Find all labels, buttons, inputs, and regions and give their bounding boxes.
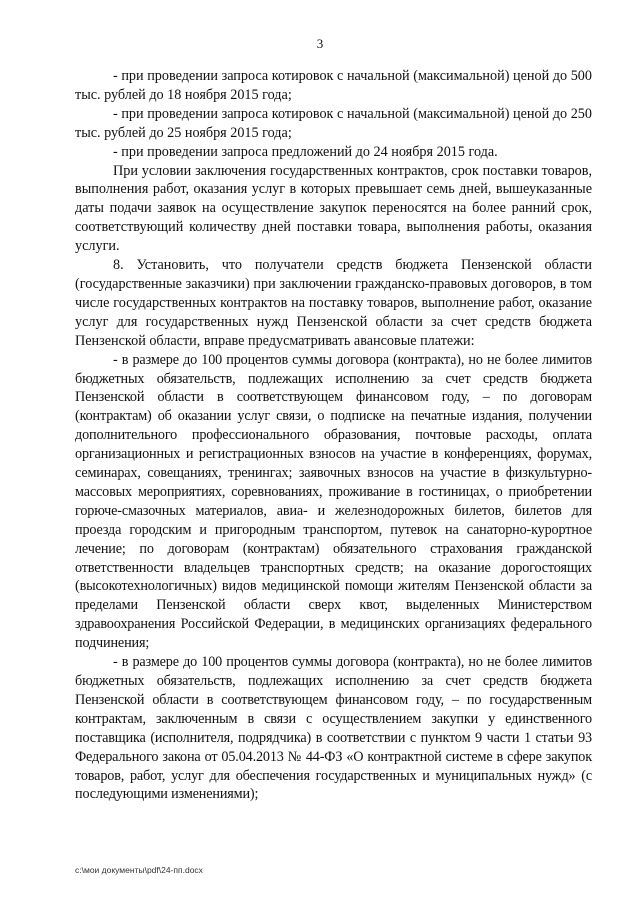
page-number: 3	[316, 36, 324, 51]
paragraph-contract-conditions: При условии заключения государственных контрактов, срок поставки товаров, выполнения работ, оказания услуг в которых превышает семь дней, вышеуказанные даты подачи заявок на осуществление закупок переносятся на более ранний срок, соответствующий количеству дней поставки товара, выполнения работы, оказания услуги.	[75, 162, 592, 255]
paragraph-advance-payments-single-supplier: - в размере до 100 процентов суммы договора (контракта), но не более лимитов бюджетных обязательств, подлежащих исполнению за счет средств бюджета Пензенской области в соответствующем финансовом году, – по государственным контрактам, заключенным в связи с осуществлением закупки у единственного поставщика (исполнителя, подрядчика) в соответствии с пунктом 9 части 1 статьи 93 Федерального закона от 05.04.2013 № 44-ФЗ «О контрактной системе в сфере закупок товаров, работ, услуг для обеспечения государственных и муниципальных нужд» (с последующими изменениями);	[75, 654, 592, 803]
paragraph-quote-request-250: - при проведении запроса котировок с начальной (максимальной) ценой до 250 тыс. рублей до 25 ноября 2015 года;	[75, 105, 592, 141]
paragraph-clause-8: 8. Установить, что получатели средств бюджета Пензенской области (государственные заказчики) при заключении гражданско-правовых договоров, в том числе государственных контрактов на поставку товаров, выполнение работ, оказание услуг для государственных нужд Пензенской области за счет средств бюджета Пензенской области, вправе предусматривать авансовые платежи:	[75, 257, 592, 349]
paragraph-advance-payments-services: - в размере до 100 процентов суммы договора (контракта), но не более лимитов бюджетных обязательств, подлежащих исполнению за счет средств бюджета Пензенской области в соответствующем финансовом году, – по договорам (контрактам) об оказании услуг связи, о подписке на печатные издания, получении дополнительного профессионального образования, почтовые расходы, оплата организационных и регистрационных взносов на участие в конференциях, форумах, семинарах, совещаниях, тренингах; заявочных взносов на участие в физкультурно-массовых мероприятиях, соревнованиях, проживание в гостиницах, о приобретении горюче-смазочных материалов, авиа- и железнодорожных билетов, билетов для проезда городским и пригородным транспортом, путевок на санаторно-курортное лечение; по договорам (контрактам) обязательного страхования гражданской ответственности владельцев транспортных средств; на оказание дорогостоящих (высокотехнологичных) видов медицинской помощи жителям Пензенской области за пределами Пензенской области сверх квот, выделенных Министерством здравоохранения Российской Федерации, в медицинских организациях федерального подчинения;	[75, 351, 592, 652]
footer-file-path: c:\мои документы\pdf\24-пп.docx	[75, 865, 203, 875]
paragraph-quote-request-500: - при проведении запроса котировок с начальной (максимальной) ценой до 500 тыс. рублей до 18 ноября 2015 года;	[75, 68, 592, 103]
paragraph-proposal-request: - при проведении запроса предложений до 24 ноября 2015 года.	[113, 143, 498, 160]
document-body	[75, 67, 592, 804]
